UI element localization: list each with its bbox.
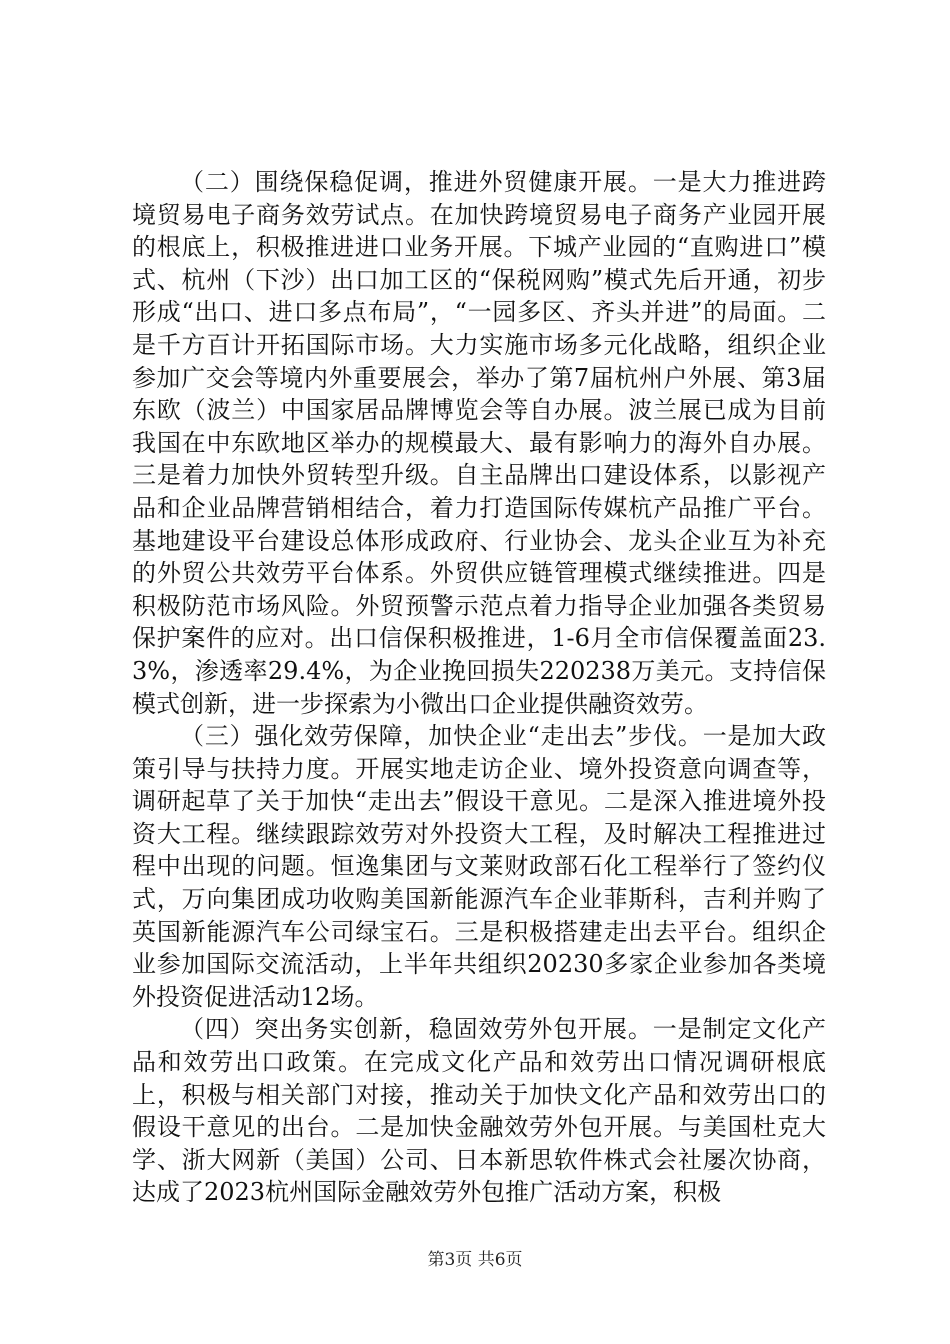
paragraph-going-global: （三）强化效劳保障，加快企业“走出去”步伐。一是加大政策引导与扶持力度。开展实地走访企业、境外投资意向调查等，调研起草了关于加快“走出去”假设干意见。二是深入推进境外投资大工程。继续跟踪效劳对外投资大工程，及时解决工程推进过程中出现的问题。恒逸集团与文莱财政部石化工程举行了签约仪式，万向集团成功收购美国新能源汽车企业菲斯科，吉利并购了英国新能源汽车公司绿宝石。三是积极搭建走出去平台。组织企业参加国际交流活动，上半年共组织20230多家企业参加各类境外投资促进活动12场。 (132, 722, 826, 1011)
paragraph-foreign-trade: （二）围绕保稳促调，推进外贸健康开展。一是大力推进跨境贸易电子商务效劳试点。在加快跨境贸易电子商务产业园开展的根底上，积极推进进口业务开展。下城产业园的“直购进口”模式、杭州（下沙）出口加工区的“保税网购”模式先后开通，初步形成“出口、进口多点布局”，“一园多区、齐头并进”的局面。二是千方百计开拓国际市场。大力实施市场多元化战略，组织企业参加广交会等境内外重要展会，举办了第7届杭州户外展、第3届东欧（波兰）中国家居品牌博览会等自办展。波兰展已成为目前我国在中东欧地区举办的规模最大、最有影响力的海外自办展。三是着力加快外贸转型升级。自主品牌出口建设体系，以影视产品和企业品牌营销相结合，着力打造国际传媒杭产品推广平台。基地建设平台建设总体形成政府、行业协会、龙头企业互为补充的外贸公共效劳平台体系。外贸供应链管理模式继续推进。四是积极防范市场风险。外贸预警示范点着力指导企业加强各类贸易保护案件的应对。出口信保积极推进，1-6月全市信保覆盖面23.3%，渗透率29.4%，为企业挽回损失220238万美元。支持信保模式创新，进一步探索为小微出口企业提供融资效劳。 (132, 168, 826, 718)
page-total: 共6页 (477, 1250, 523, 1270)
page-number: 第3页 (427, 1250, 473, 1270)
document-body (132, 166, 826, 1209)
page-footer (0, 1245, 950, 1270)
paragraph-service-outsourcing: （四）突出务实创新，稳固效劳外包开展。一是制定文化产品和效劳出口政策。在完成文化产品和效劳出口情况调研根底上，积极与相关部门对接，推动关于加快文化产品和效劳出口的假设干意见的出台。二是加快金融效劳外包开展。与美国杜克大学、浙大网新（美国）公司、日本新思软件株式会社屡次协商，达成了2023杭州国际金融效劳外包推广活动方案，积极 (132, 1015, 826, 1207)
